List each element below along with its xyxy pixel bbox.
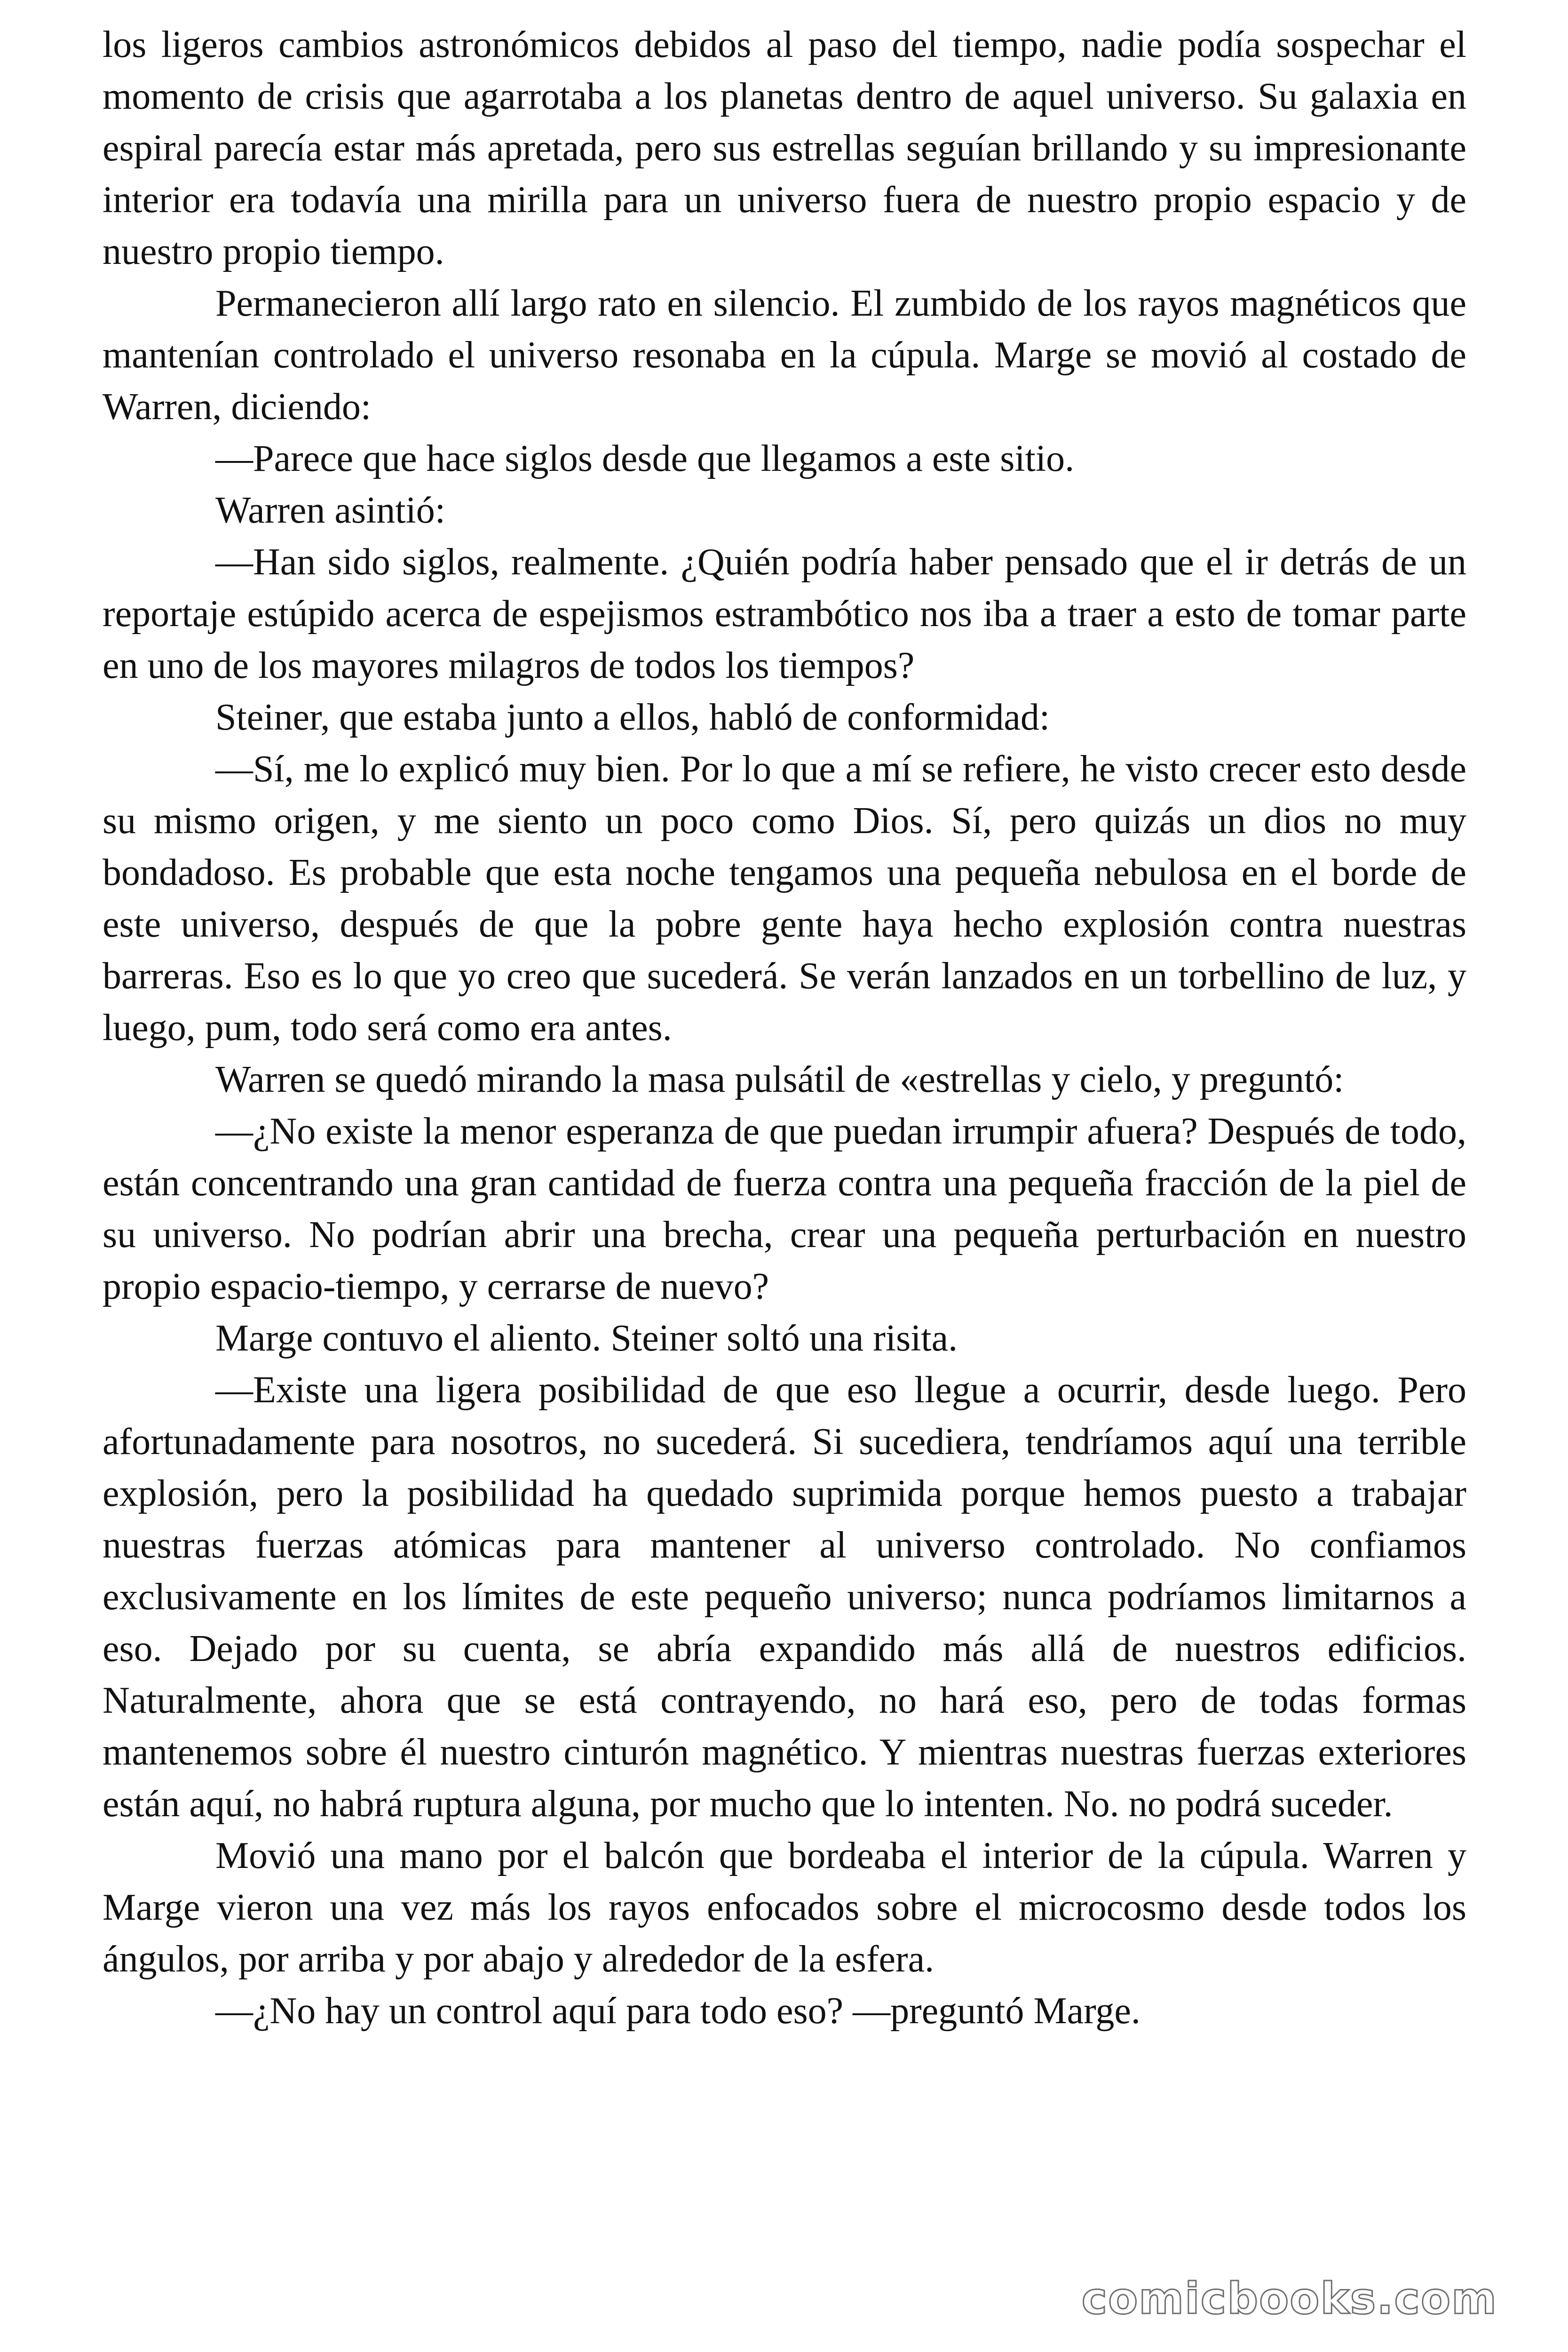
paragraph: —Parece que hace siglos desde que llegamos a este sitio. xyxy=(215,438,1075,479)
watermark: comicbooks.com xyxy=(1081,2273,1497,2324)
paragraph: Marge contuvo el aliento. Steiner soltó una risita. xyxy=(215,1318,958,1359)
paragraph: —¿No existe la menor esperanza de que puedan irrumpir afuera? Después de todo, están concentrando una gran cantidad de fuerza contra una pequeña fracción de la piel de su universo. No podrían abrir una brecha, crear una pequeña perturbación en nuestro propio espacio-tiempo, y cerrarse de nuevo? xyxy=(103,1111,1466,1307)
paragraph: —Han sido siglos, realmente. ¿Quién podría haber pensado que el ir detrás de un reportaje estúpido acerca de espejismos estrambótico nos iba a traer a esto de tomar parte en uno de los mayores milagros de todos los tiempos? xyxy=(103,541,1466,686)
paragraph: Permanecieron allí largo rato en silencio. El zumbido de los rayos magnéticos que mantenían controlado el universo resonaba en la cúpula. Marge se movió al costado de Warren, diciendo: xyxy=(103,283,1466,428)
paragraph: Steiner, que estaba junto a ellos, habló de conformidad: xyxy=(215,697,1050,738)
paragraph: —Existe una ligera posibilidad de que eso llegue a ocurrir, desde luego. Pero afortunadamente para nosotros, no sucederá. Si sucediera, tendríamos aquí una terrible explosión, pero la posibilidad ha quedado suprimida porque hemos puesto a trabajar nuestras fuerzas atómicas para mantener al universo controlado. No confiamos exclusivamente en los límites de este pequeño universo; nunca podríamos limitarnos a eso. Dejado por su cuenta, se abría expandido más allá de nuestros edificios. Naturalmente, ahora que se está contrayendo, no hará eso, pero de todas formas mantenemos sobre él nuestro cinturón magnético. Y mientras nuestras fuerzas exteriores están aquí, no habrá ruptura alguna, por mucho que lo intenten. No. no podrá suceder. xyxy=(103,1369,1466,1825)
paragraph: Warren se quedó mirando la masa pulsátil de «estrellas y cielo, y preguntó: xyxy=(215,1059,1344,1100)
paragraph: Movió una mano por el balcón que bordeaba el interior de la cúpula. Warren y Marge vieron una vez más los rayos enfocados sobre el microcosmo desde todos los ángulos, por arriba y por abajo y alrededor de la esfera. xyxy=(103,1835,1466,1980)
paragraph: —Sí, me lo explicó muy bien. Por lo que a mí se refiere, he visto crecer esto desde su mismo origen, y me siento un poco como Dios. Sí, pero quizás un dios no muy bondadoso. Es probable que esta noche tengamos una pequeña nebulosa en el borde de este universo, después de que la pobre gente haya hecho explosión contra nuestras barreras. Eso es lo que yo creo que sucederá. Se verán lanzados en un torbellino de luz, y luego, pum, todo será como era antes. xyxy=(103,748,1466,1049)
paragraph: —¿No hay un control aquí para todo eso? —preguntó Marge. xyxy=(215,1990,1140,2032)
document-page xyxy=(103,19,1466,2037)
paragraph: los ligeros cambios astronómicos debidos al paso del tiempo, nadie podía sospechar el momento de crisis que agarrotaba a los planetas dentro de aquel universo. Su galaxia en espiral parecía estar más apretada, pero sus estrellas seguían brillando y su impresionante interior era todavía una mirilla para un universo fuera de nuestro propio espacio y de nuestro propio tiempo. xyxy=(103,24,1466,272)
paragraph: Warren asintió: xyxy=(215,490,445,531)
